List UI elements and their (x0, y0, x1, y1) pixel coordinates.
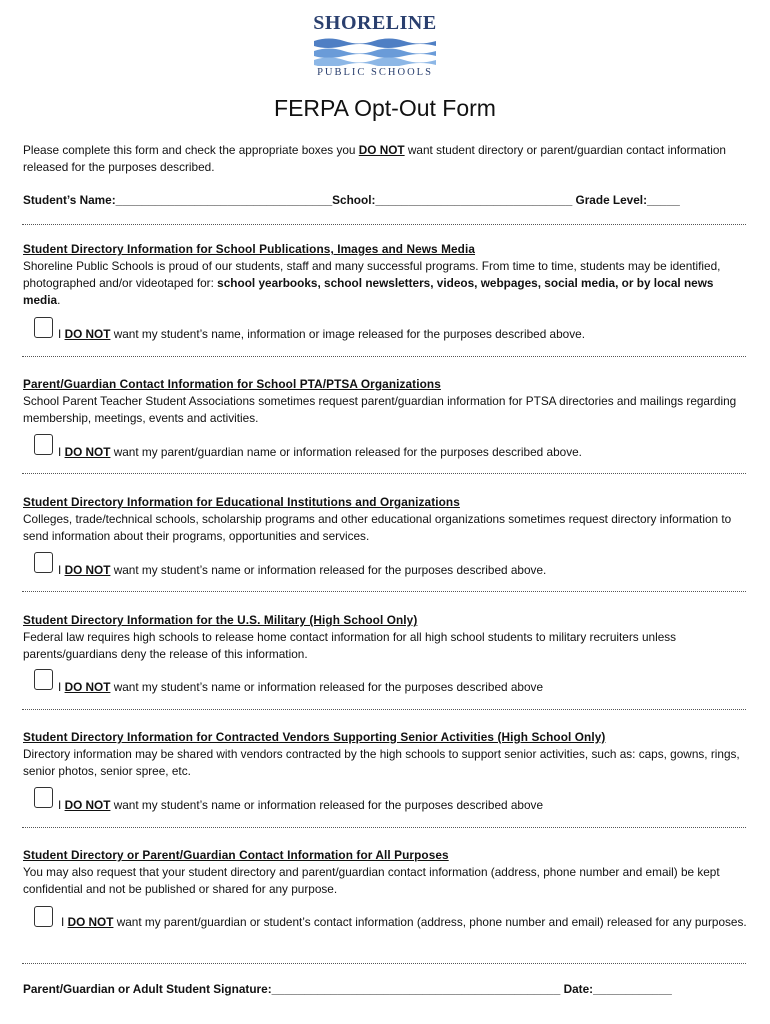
section-body: Federal law requires high schools to release home contact information for all high school students to military recruiters unless parents/guardians deny the release of this information. (23, 630, 677, 661)
divider (22, 473, 746, 474)
logo-wordmark: SHORELINE (313, 12, 437, 34)
opt-out-statement (58, 444, 582, 460)
student-info-row (23, 193, 747, 207)
intro-text-end: want student directory or parent/guardian contact information released for the purposes described. (23, 143, 726, 174)
section-body-bold: school yearbooks, school newsletters, videos, webpages, social media, or by local news media (23, 276, 714, 307)
section-body (23, 258, 747, 309)
signature-field[interactable]: ____________________________________________ (271, 982, 561, 996)
opt-do-not: DO NOT (64, 327, 111, 341)
opt-out-checkbox-publications[interactable] (34, 317, 53, 338)
section-body: You may also request that your student directory and parent/guardian contact information (address, phone number and email) be kept confidential and not be published or shared for any purpose. (23, 865, 720, 896)
opt-i: I (58, 445, 65, 459)
opt-out-statement (23, 914, 747, 931)
section-body: School Parent Teacher Student Associations sometimes request parent/guardian information for PTSA directories and mailings regarding membership, meetings, events and activities. (23, 394, 737, 425)
grade-level-label: Grade Level: (572, 193, 648, 207)
opt-text: want my student’s name or information released for the purposes described above (110, 680, 544, 694)
opt-do-not: DO NOT (64, 798, 111, 812)
opt-i: I (58, 327, 65, 341)
opt-out-statement (58, 562, 546, 578)
divider (22, 709, 746, 710)
section-military (23, 612, 747, 663)
opt-do-not: DO NOT (67, 915, 114, 929)
section-publications (23, 241, 747, 309)
section-educational (23, 494, 747, 545)
opt-out-checkbox-pta[interactable] (34, 434, 53, 455)
intro-text-start: Please complete this form and check the appropriate boxes you (23, 143, 359, 157)
section-heading: Student Directory Information for Educational Institutions and Organizations (23, 495, 460, 509)
student-name-field[interactable]: _________________________________ (115, 193, 333, 207)
divider (22, 591, 746, 592)
opt-out-statement (58, 797, 543, 813)
signature-row (23, 982, 747, 996)
section-body: Colleges, trade/technical schools, scholarship programs and other educational organizations sometimes request directory information to send information about their programs, opportunities and services. (23, 512, 732, 543)
intro-do-not: DO NOT (358, 143, 405, 157)
grade-level-field[interactable]: _____ (647, 193, 680, 207)
school-field[interactable]: ______________________________ (375, 193, 573, 207)
section-body: Directory information may be shared with vendors contracted by the high schools to support senior activities, such as: caps, gowns, rings, senior photos, senior spree, etc. (23, 747, 740, 778)
district-logo (312, 12, 438, 80)
opt-out-checkbox-military[interactable] (34, 669, 53, 690)
date-field[interactable]: ____________ (593, 982, 672, 996)
section-pta (23, 376, 747, 427)
opt-out-statement (58, 679, 543, 695)
opt-text: want my student’s name or information released for the purposes described above (110, 798, 544, 812)
section-heading: Student Directory Information for Contracted Vendors Supporting Senior Activities (High School Only) (23, 730, 606, 744)
opt-out-checkbox-vendors[interactable] (34, 787, 53, 808)
section-body-text: Shoreline Public Schools is proud of our students, staff and many successful programs. From time to time, students may be identified, photographed and/or videotaped for: (23, 259, 721, 290)
opt-out-checkbox-educational[interactable] (34, 552, 53, 573)
opt-do-not: DO NOT (64, 445, 111, 459)
divider (22, 827, 746, 828)
waves-icon (314, 36, 436, 66)
page-title: FERPA Opt-Out Form (274, 95, 496, 121)
opt-text: want my parent/guardian name or information released for the purposes described above. (110, 445, 582, 459)
opt-do-not: DO NOT (64, 680, 111, 694)
opt-i: I (58, 798, 65, 812)
section-heading: Student Directory Information for School Publications, Images and News Media (23, 242, 476, 256)
signature-label: Parent/Guardian or Adult Student Signature: (23, 982, 272, 996)
student-name-label: Student’s Name: (23, 193, 116, 207)
divider (22, 224, 746, 225)
section-heading: Parent/Guardian Contact Information for School PTA/PTSA Organizations (23, 377, 441, 391)
intro-paragraph (23, 142, 747, 176)
divider (22, 963, 746, 964)
opt-text: want my student’s name, information or image released for the purposes described above. (110, 327, 585, 341)
school-label: School: (332, 193, 376, 207)
section-heading: Student Directory Information for the U.S. Military (High School Only) (23, 613, 418, 627)
opt-text: want my student’s name or information released for the purposes described above. (110, 563, 547, 577)
opt-i: I (58, 563, 65, 577)
section-all-purposes (23, 847, 747, 898)
divider (22, 356, 746, 357)
opt-i: I (58, 680, 65, 694)
opt-i: I (61, 915, 68, 929)
date-label: Date: (560, 982, 594, 996)
opt-out-statement (58, 326, 585, 342)
logo-subtitle: PUBLIC SCHOOLS (317, 67, 433, 78)
section-vendors (23, 729, 747, 780)
opt-do-not: DO NOT (64, 563, 111, 577)
opt-text: want my parent/guardian or student’s contact information (address, phone number and email) released for any purposes. (113, 915, 747, 929)
section-body-end: . (57, 293, 61, 307)
section-heading: Student Directory or Parent/Guardian Contact Information for All Purposes (23, 848, 449, 862)
